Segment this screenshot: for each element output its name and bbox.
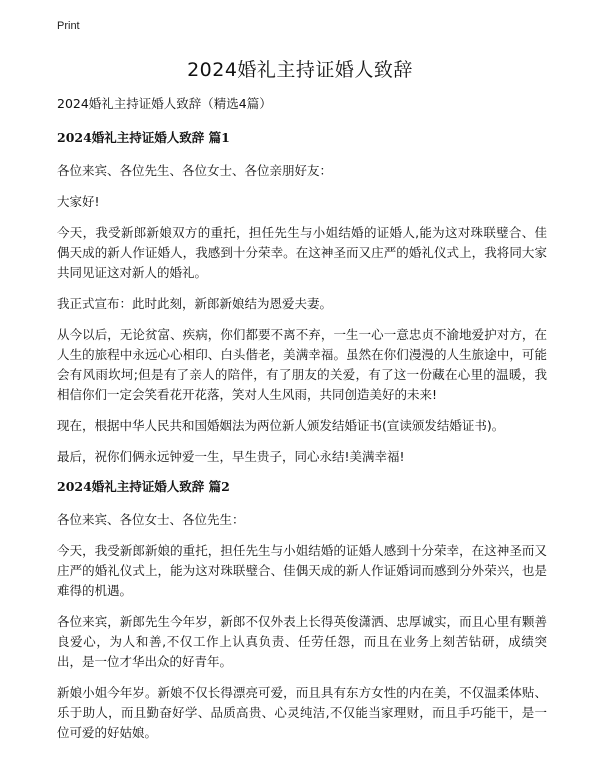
document-content: [57, 95, 547, 754]
section-1: [57, 129, 547, 467]
section-2: [57, 478, 547, 743]
paragraph: 我正式宣布：此时此刻，新郎新娘结为恩爱夫妻。: [57, 296, 333, 311]
print-link[interactable]: Print: [57, 20, 80, 32]
paragraph: 现在，根据中华人民共和国婚姻法为两位新人颁发结婚证书(宣读颁发结婚证书)。: [57, 418, 505, 433]
paragraph: 今天，我受新郎新娘双方的重托，担任先生与小姐结婚的证婚人,能为这对珠联璧合、佳偶天成的新人作证婚人，我感到十分荣幸。在这神圣而又庄严的婚礼仪式上，我将同大家共同见证这对新人的婚礼。: [57, 225, 547, 280]
paragraph: 大家好!: [57, 194, 100, 209]
paragraph: 今天，我受新郎新娘的重托，担任先生与小姐结婚的证婚人感到十分荣幸，在这神圣而又庄严的婚礼仪式上，能为这对珠联璧合、佳偶天成的新人作证婚词而感到分外荣兴，也是难得的机遇。: [57, 543, 547, 598]
paragraph: 各位来宾、各位女士、各位先生：: [57, 512, 245, 527]
paragraph: 从今以后，无论贫富、疾病，你们都要不离不弃，一生一心一意忠贞不渝地爱护对方，在人生的旅程中永远心心相印、白头偕老，美满幸福。虽然在你们漫漫的人生旅途中，可能会有风雨坎坷;但是有了亲人的陪伴，有了朋友的关爱，有了这一份藏在心里的温暖，我相信你们一定会笑看花开花落，笑对人生风雨，共同创造美好的未来!: [57, 327, 547, 402]
paragraph: 各位来宾、各位先生、各位女士、各位亲朋好友：: [57, 163, 333, 178]
paragraph: 最后，祝你们俩永远钟爱一生，早生贵子，同心永结!美满幸福!: [57, 449, 405, 464]
paragraph: 新娘小姐今年岁。新娘不仅长得漂亮可爱，而且具有东方女性的内在美，不仅温柔体贴、乐于助人，而且勤奋好学、品质高贵、心灵纯洁,不仅能当家理财，而且手巧能干，是一位可爱的好姑娘。: [57, 685, 547, 740]
paragraph: 各位来宾，新郎先生今年岁，新郎不仅外表上长得英俊潇洒、忠厚诚实，而且心里有颗善良爱心，为人和善,不仅工作上认真负责、任劳任怨，而且在业务上刻苦钻研，成绩突出，是一位才华出众的好青年。: [57, 614, 547, 669]
document-subtitle: 2024婚礼主持证婚人致辞（精选4篇）: [57, 96, 272, 111]
document-title: 2024婚礼主持证婚人致辞: [187, 59, 413, 81]
section-heading: 2024婚礼主持证婚人致辞 篇1: [57, 130, 230, 145]
section-heading: 2024婚礼主持证婚人致辞 篇2: [57, 479, 230, 494]
